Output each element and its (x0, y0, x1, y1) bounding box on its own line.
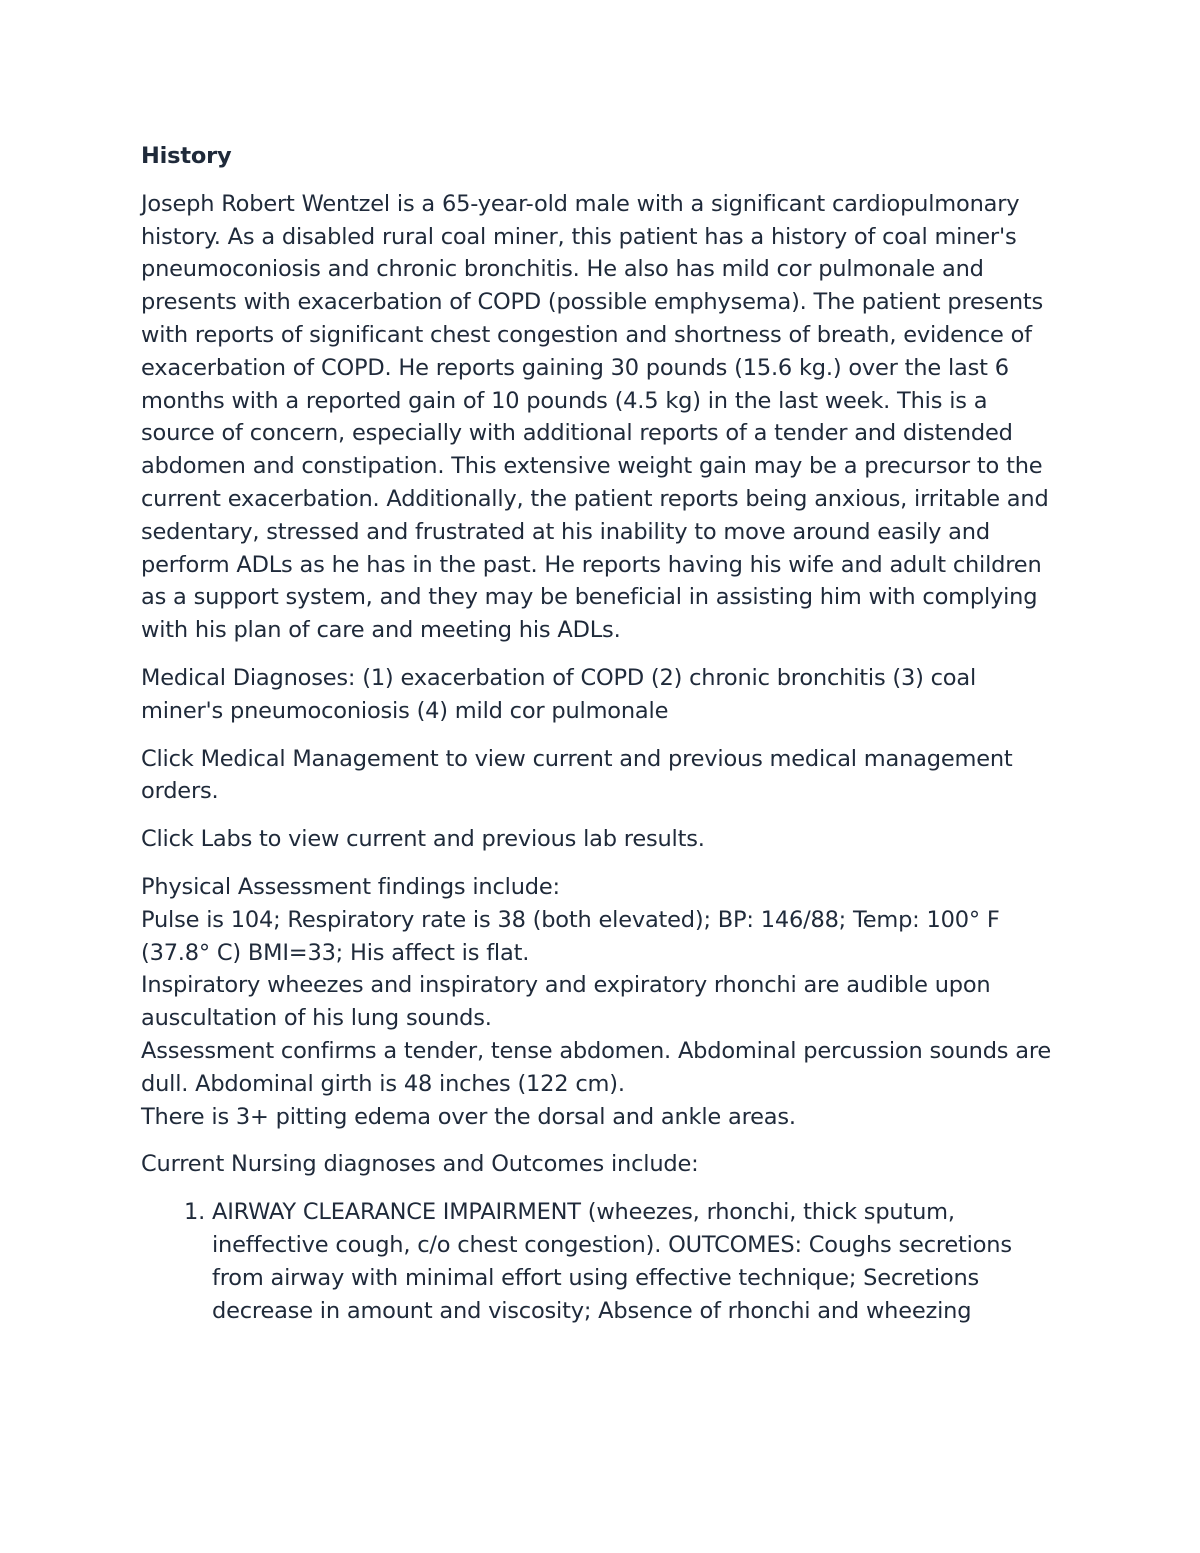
history-paragraph: Joseph Robert Wentzel is a 65-year-old male with a significant cardiopulmonary history. As a disabled rural coal miner, this patient has a history of coal miner's pneumoconiosis and chronic bronchitis. He also has mild cor pulmonale and presents with exacerbation of COPD (possible emphysema). The patient presents with reports of significant chest congestion and shortness of breath, evidence of exacerbation of COPD. He reports gaining 30 pounds (15.6 kg.) over the last 6 months with a reported gain of 10 pounds (4.5 kg) in the last week. This is a source of concern, especially with additional reports of a tender and distended abdomen and constipation. This extensive weight gain may be a precursor to the current exacerbation. Additionally, the patient reports being anxious, irritable and sedentary, stressed and frustrated at his inability to move around easily and perform ADLs as he has in the past. He reports having his wife and adult children as a support system, and they may be beneficial in assisting him with complying with his plan of care and meeting his ADLs. (141, 190, 1049, 644)
physical-assessment-intro: Physical Assessment findings include: (141, 873, 560, 900)
physical-assessment-vitals: Pulse is 104; Respiratory rate is 38 (both elevated); BP: 146/88; Temp: 100° F (37.8° C) BMI=33; His affect is flat. (141, 906, 1000, 966)
section-heading: History (141, 143, 232, 169)
document-page (141, 140, 1061, 1327)
nursing-diagnoses-list (141, 1196, 1061, 1327)
physical-assessment-lungs: Inspiratory wheezes and inspiratory and expiratory rhonchi are audible upon auscultation of his lung sounds. (141, 972, 991, 1032)
list-item: 1. AIRWAY CLEARANCE IMPAIRMENT (wheezes, rhonchi, thick sputum, ineffective cough, c/o chest congestion). OUTCOMES: Coughs secretions from airway with minimal effort using effective technique; Secretions decrease in amount and viscosity; Absence of rhonchi and wheezing (212, 1196, 1061, 1327)
labs-note: Click Labs to view current and previous lab results. (141, 826, 705, 853)
physical-assessment (141, 871, 1061, 1133)
physical-assessment-abdomen: Assessment confirms a tender, tense abdomen. Abdominal percussion sounds are dull. Abdominal girth is 48 inches (122 cm). (141, 1037, 1052, 1097)
medical-management-note: Click Medical Management to view current and previous medical management orders. (141, 745, 1013, 805)
medical-diagnoses: Medical Diagnoses: (1) exacerbation of COPD (2) chronic bronchitis (3) coal miner's pneumoconiosis (4) mild cor pulmonale (141, 664, 977, 724)
nursing-diagnoses-intro: Current Nursing diagnoses and Outcomes include: (141, 1151, 699, 1178)
physical-assessment-edema: There is 3+ pitting edema over the dorsal and ankle areas. (141, 1103, 796, 1130)
